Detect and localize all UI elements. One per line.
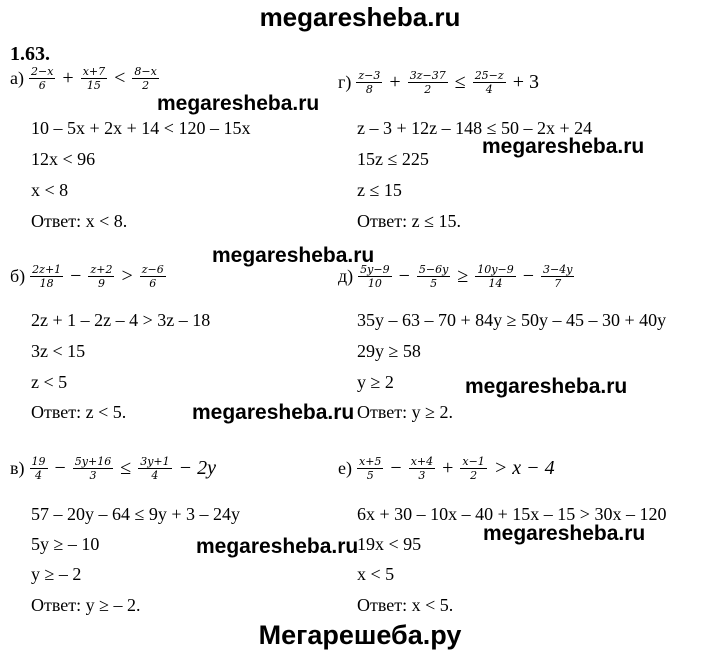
- fraction: $\frac{2-x}{6}$: [30, 65, 54, 92]
- problem-g-label: г): [338, 72, 352, 92]
- solution-line: 19x < 95: [357, 534, 422, 554]
- watermark-inline: megaresheba.ru: [465, 375, 628, 398]
- watermark-inline: megaresheba.ru: [212, 244, 375, 267]
- problem-g-equation: г) $\frac{z-3}{8}$ + $\frac{3z-37}{2}$ ≤ $\frac{25-z}{4}$ + 3: [338, 69, 539, 96]
- fraction: $\frac{x-1}{2}$: [462, 455, 485, 482]
- answer-line: Ответ: y ≥ – 2.: [31, 595, 141, 615]
- solution-line: 15z ≤ 225: [357, 149, 429, 169]
- solution-line: 6x + 30 – 10x – 40 + 15x – 15 > 30x – 120: [357, 504, 667, 524]
- solution-line: x < 8: [31, 180, 69, 200]
- solution-line: 3z < 15: [31, 341, 86, 361]
- problem-d-equation: д) $\frac{5y-9}{10}$ − $\frac{5-6y}{5}$ ≥ $\frac{10y-9}{14}$ − $\frac{3-4y}{7}$: [338, 263, 573, 290]
- footer-watermark: Мегарешеба.ру: [258, 620, 462, 650]
- watermark-inline: megaresheba.ru: [157, 92, 320, 115]
- problem-e-equation: е) $\frac{x+5}{5}$ − $\frac{x+4}{3}$ + $\frac{x-1}{2}$ > x − 4: [338, 455, 555, 482]
- solution-line: 29y ≥ 58: [357, 341, 421, 361]
- solution-line: y ≥ – 2: [31, 564, 82, 584]
- solution-line: 12x < 96: [31, 149, 96, 169]
- solution-line: 2z + 1 – 2z – 4 > 3z – 18: [31, 310, 211, 330]
- watermark-top: megaresheba.ru: [259, 2, 461, 32]
- solution-line: 57 – 20y – 64 ≤ 9y + 3 – 24y: [31, 504, 241, 524]
- fraction: $\frac{x+4}{3}$: [410, 455, 434, 482]
- problem-d-label: д): [338, 266, 354, 286]
- problem-a-equation: а) $\frac{2-x}{6}$ + $\frac{x+7}{15}$ < $\frac{8-x}{2}$: [10, 65, 157, 92]
- watermark-inline: megaresheba.ru: [196, 535, 359, 558]
- fraction: $\frac{5y-9}{10}$: [360, 263, 390, 290]
- solution-line: z ≤ 15: [357, 180, 402, 200]
- fraction: $\frac{8-x}{2}$: [134, 65, 157, 92]
- fraction: $\frac{z+2}{9}$: [90, 263, 113, 290]
- fraction: $\frac{5y+16}{3}$: [74, 455, 112, 482]
- watermark-inline: megaresheba.ru: [482, 135, 645, 158]
- answer-line: Ответ: z < 5.: [31, 402, 127, 422]
- fraction: $\frac{3z-37}{2}$: [409, 69, 446, 96]
- watermark-inline: megaresheba.ru: [483, 522, 646, 545]
- fraction: $\frac{25-z}{4}$: [474, 69, 504, 96]
- solution-line: 5y ≥ – 10: [31, 534, 100, 554]
- fraction: $\frac{19}{4}$: [31, 455, 46, 482]
- problem-b-equation: б) $\frac{2z+1}{18}$ − $\frac{z+2}{9}$ > $\frac{z-6}{6}$: [10, 263, 164, 290]
- fraction: $\frac{z-3}{8}$: [358, 69, 381, 96]
- solution-line: z < 5: [31, 372, 68, 392]
- fraction: $\frac{3-4y}{7}$: [543, 263, 573, 290]
- fraction: $\frac{2z+1}{18}$: [32, 263, 62, 290]
- problem-a-label: а): [10, 68, 24, 88]
- solution-line: y ≥ 2: [357, 372, 394, 392]
- fraction: $\frac{x+7}{15}$: [82, 65, 106, 92]
- problem-number: 1.63.: [10, 43, 50, 65]
- fraction: $\frac{10y-9}{14}$: [477, 263, 514, 290]
- fraction: $\frac{x+5}{5}$: [358, 455, 382, 482]
- problem-e-label: е): [338, 458, 352, 478]
- answer-line: Ответ: y ≥ 2.: [357, 402, 453, 422]
- answer-line: Ответ: x < 5.: [357, 595, 454, 615]
- answer-line: Ответ: x < 8.: [31, 211, 128, 231]
- solution-line: 35y – 63 – 70 + 84y ≥ 50y – 45 – 30 + 40y: [357, 310, 667, 330]
- problem-v-label: в): [10, 458, 25, 478]
- problem-v-equation: в) $\frac{19}{4}$ − $\frac{5y+16}{3}$ ≤ $\frac{3y+1}{4}$ − 2y: [10, 455, 217, 482]
- solution-line: z – 3 + 12z – 148 ≤ 50 – 2x + 24: [357, 118, 593, 138]
- problem-b-label: б): [10, 266, 26, 286]
- fraction: $\frac{3y+1}{4}$: [140, 455, 170, 482]
- solution-line: 10 – 5x + 2x + 14 < 120 – 15x: [31, 118, 251, 138]
- answer-line: Ответ: z ≤ 15.: [357, 211, 461, 231]
- watermark-inline: megaresheba.ru: [192, 401, 355, 424]
- fraction: $\frac{5-6y}{5}$: [418, 263, 449, 290]
- fraction: $\frac{z-6}{6}$: [141, 263, 164, 290]
- solution-line: x < 5: [357, 564, 395, 584]
